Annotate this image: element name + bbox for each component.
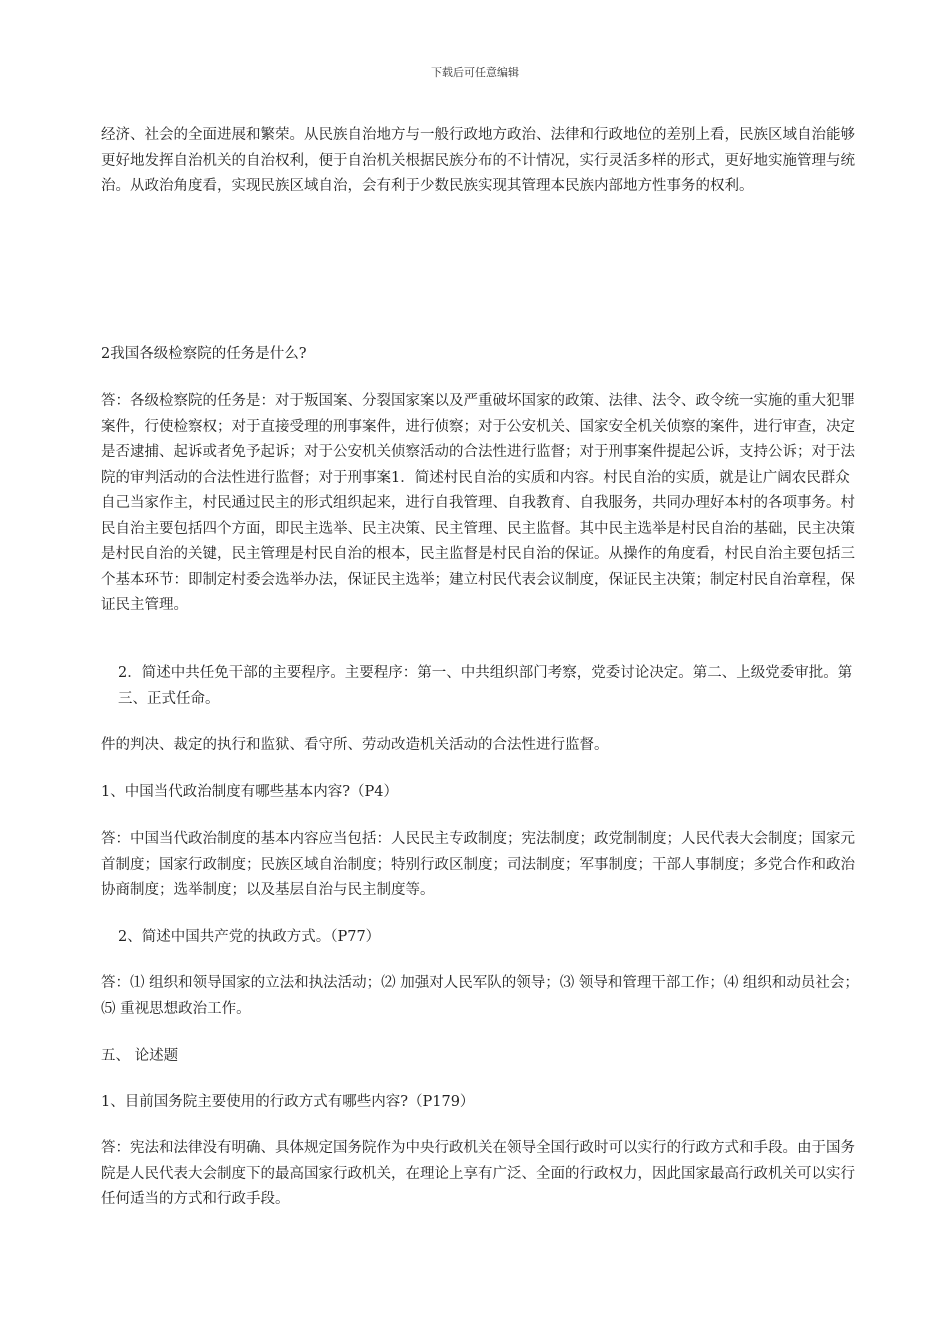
answer-state-council-methods: 答：宪法和法律没有明确、具体规定国务院作为中央行政机关在领导全国行政时可以实行的行政方式和手段。由于国务院是人民代表大会制度下的最高国家行政机关，在理论上享有广泛、全面的行政权力，因此国家最高行政机关可以实行任何适当的方式和行政手段。 bbox=[101, 1140, 855, 1207]
answer-procuratorate-tasks: 答：各级检察院的任务是：对于叛国案、分裂国家案以及严重破坏国家的政策、法律、法令、政令统一实施的重大犯罪案件，行使检察权；对于直接受理的刑事案件，进行侦察；对于公安机关、国家安全机关侦察的案件，进行审查，决定是否逮捕、起诉或者免予起诉；对于公安机关侦察活动的合法性进行监督；对于刑事案件提起公诉，支持公诉；对于法院的审判活动的合法性进行监督；对于刑事案1．简述村民自治的实质和内容。村民自治的实质，就是让广阔农民群众自己当家作主，村民通过民主的形式组织起来，进行自我管理、自我教育、自我服务，共同办理好本村的各项事务。村民自治主要包括四个方面，即民主选举、民主决策、民主管理、民主监督。其中民主选举是村民自治的基础，民主决策是村民自治的关键，民主管理是村民自治的根本，民主监督是村民自治的保证。从操作的角度看，村民自治主要包括三个基本环节：即制定村委会选举办法，保证民主选举；建立村民代表会议制度，保证民主决策；制定村民自治章程，保证民主管理。 bbox=[101, 393, 855, 613]
paragraph-cadre-appointment: 2．简述中共任免干部的主要程序。主要程序：第一、中共组织部门考察，党委讨论决定。第二、上级党委审批。第三、正式任命。 bbox=[118, 665, 853, 707]
question-political-system: 1、中国当代政治制度有哪些基本内容?（P4） bbox=[101, 784, 398, 800]
answer-political-system: 答：中国当代政治制度的基本内容应当包括：人民民主专政制度；宪法制度；政党制制度；人民代表大会制度；国家元首制度；国家行政制度；民族区域自治制度；特别行政区制度；司法制度；军事制度；干部人事制度；多党合作和政治协商制度；选举制度；以及基层自治与民主制度等。 bbox=[101, 831, 855, 898]
page-header: 下载后可任意编辑 bbox=[431, 66, 519, 79]
answer-party-governing-mode: 答：⑴ 组织和领导国家的立法和执法活动；⑵ 加强对人民军队的领导；⑶ 领导和管理干部工作；⑷ 组织和动员社会；⑸ 重视思想政治工作。 bbox=[101, 975, 859, 1017]
question-party-governing-mode: 2、简述中国共产党的执政方式。（P77） bbox=[118, 929, 381, 945]
paragraph-autonomy-conclusion: 经济、社会的全面进展和繁荣。从民族自治地方与一般行政地方政治、法律和行政地位的差别上看，民族区域自治能够更好地发挥自治机关的自治权利，便于自治机关根据民族分布的不计情况，实行灵活多样的形式，更好地实施管理与统治。从政治角度看，实现民族区域自治，会有利于少数民族实现其管理本民族内部地方性事务的权利。 bbox=[101, 127, 855, 194]
paragraph-judgment-supervision: 件的判决、裁定的执行和监狱、看守所、劳动改造机关活动的合法性进行监督。 bbox=[101, 737, 609, 753]
question-procuratorate-tasks: 2我国各级检察院的任务是什么? bbox=[101, 346, 307, 362]
question-state-council-methods: 1、目前国务院主要使用的行政方式有哪些内容?（P179） bbox=[101, 1094, 475, 1110]
section-heading-essay: 五、 论述题 bbox=[101, 1048, 179, 1064]
